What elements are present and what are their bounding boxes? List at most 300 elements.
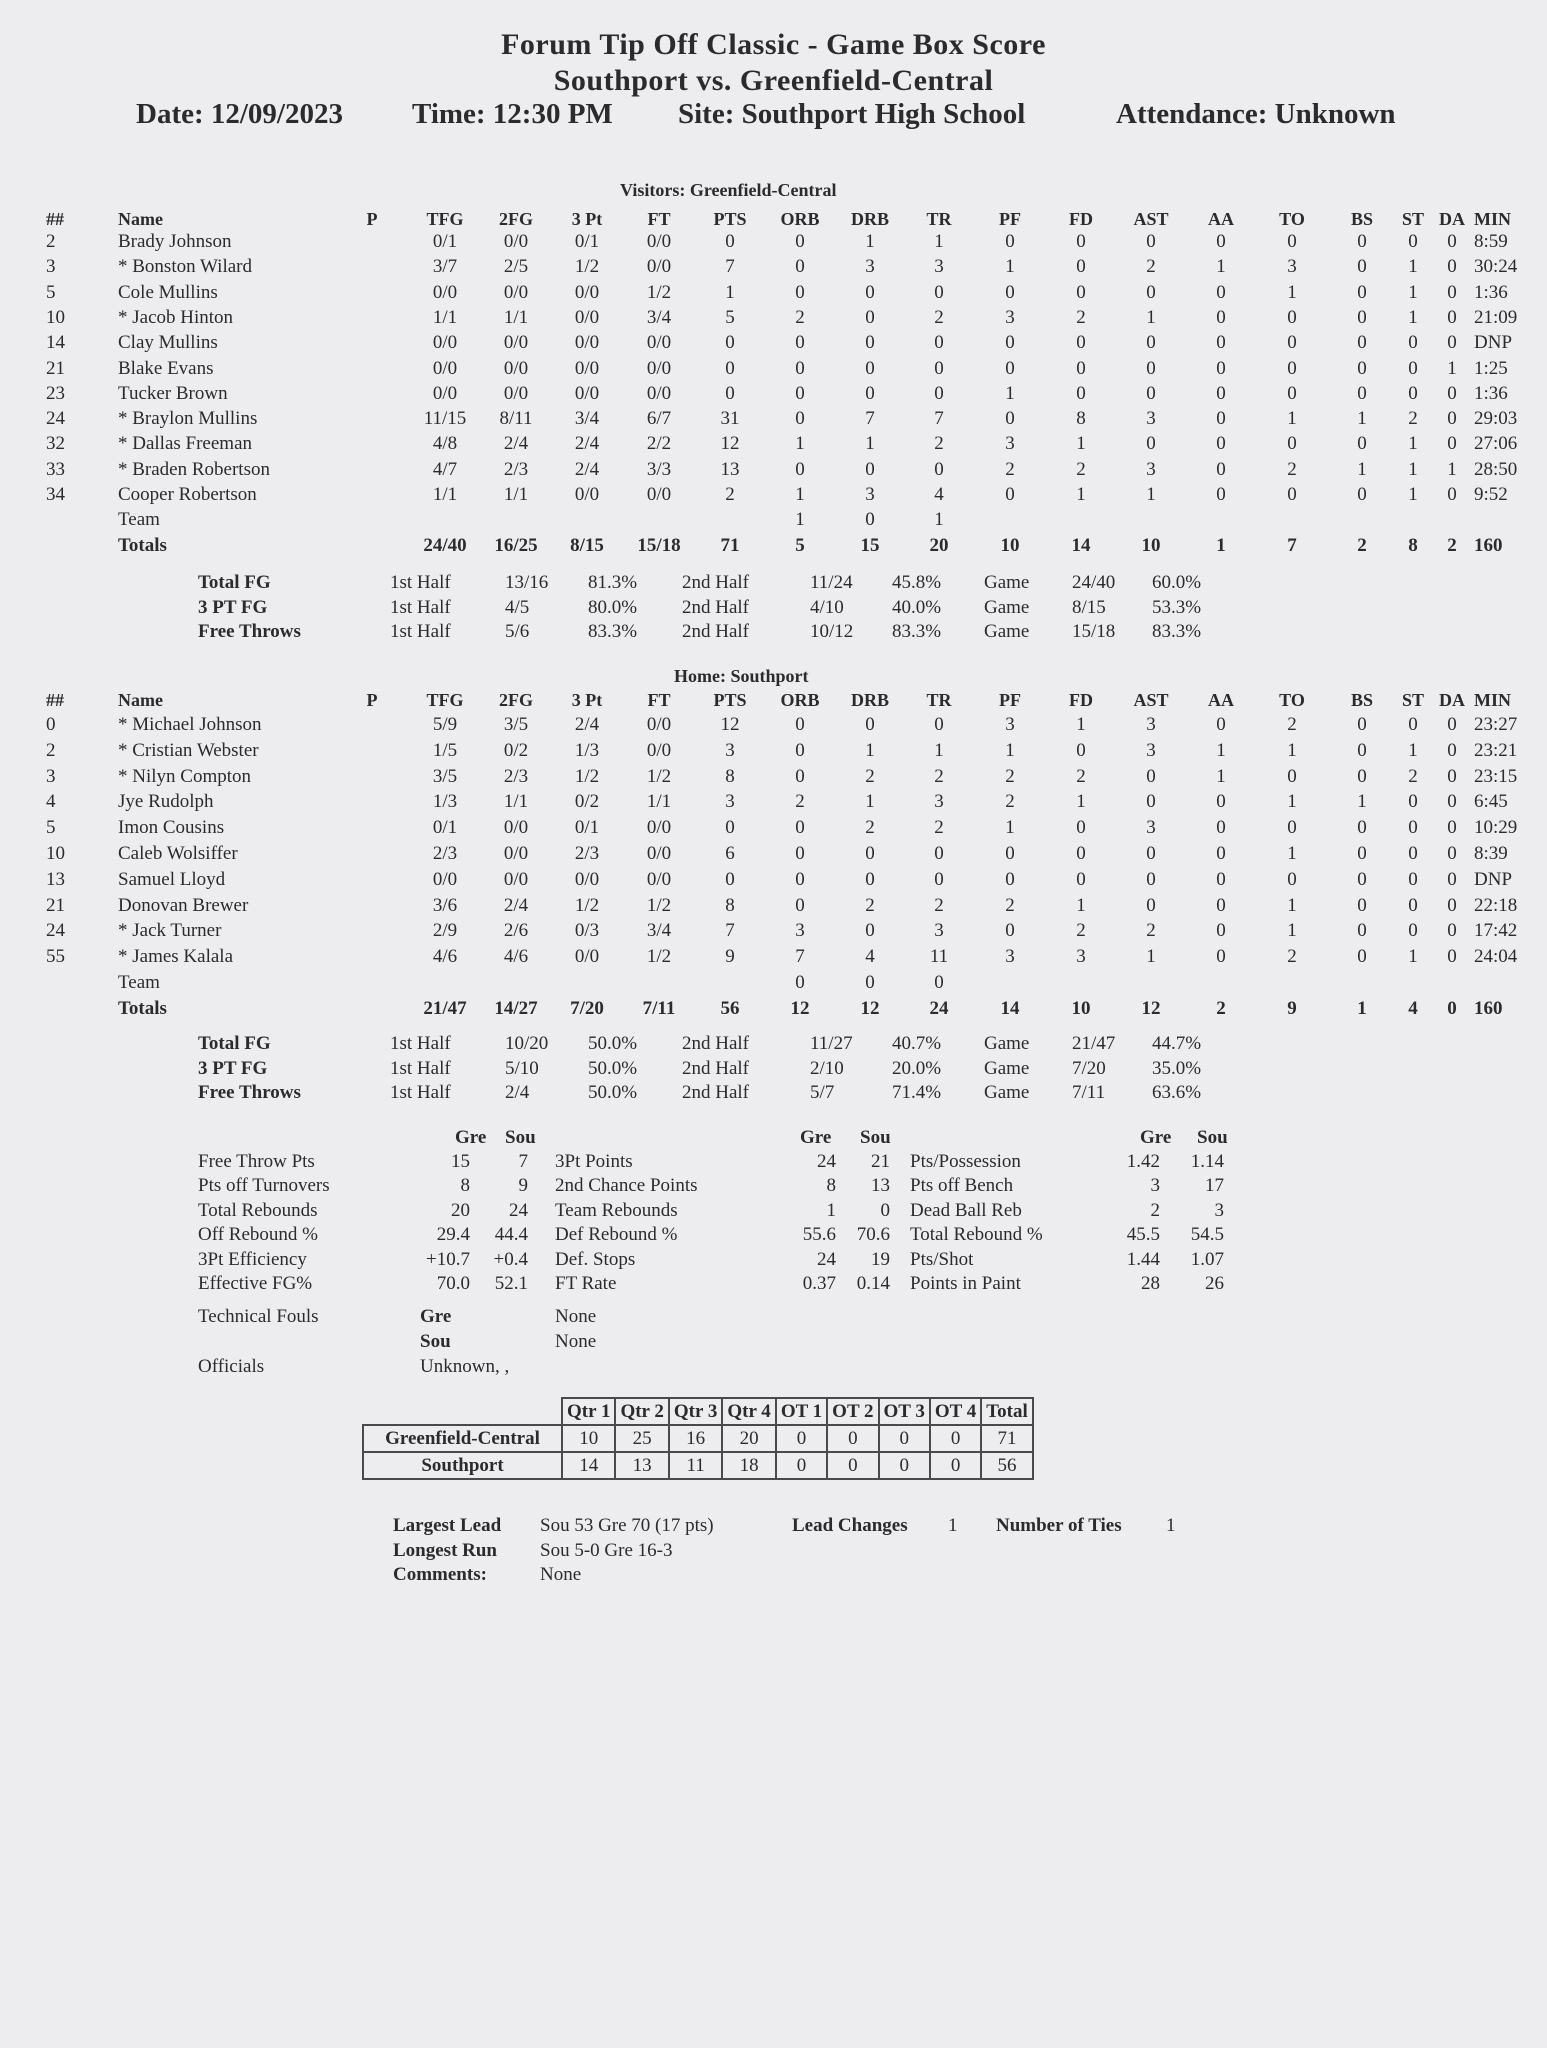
cell-three-pt: 0/0 <box>574 484 600 505</box>
cell-jersey-number: 10 <box>46 306 65 328</box>
cell-ast: 1 <box>1146 484 1156 505</box>
shooting-second-half-made: 11/24 <box>810 572 853 593</box>
cell-aa: 1 <box>1216 765 1226 787</box>
player-row <box>0 894 1547 918</box>
shooting-row <box>0 1057 1547 1081</box>
cell-player-name: * Bonston Wilard <box>118 256 252 278</box>
cell-drb: 1 <box>865 231 875 252</box>
cell-st: 4 <box>1408 997 1418 1019</box>
cell-to: 1 <box>1287 843 1297 864</box>
shooting-first-half-made: 10/20 <box>505 1033 549 1054</box>
cell-tr: 2 <box>934 306 944 328</box>
cell-ast: 0 <box>1146 433 1156 455</box>
cell-st: 0 <box>1408 817 1418 839</box>
cell-pts: 56 <box>720 997 740 1019</box>
stat-value-gre: 8 <box>826 1175 836 1197</box>
cell-tfg: 3/5 <box>432 765 458 787</box>
cell-player-name: * Jacob Hinton <box>118 306 234 328</box>
cell-min: 1:25 <box>1474 357 1508 379</box>
cell-three-pt: 2/4 <box>574 458 600 480</box>
cell-fd: 0 <box>1076 868 1086 890</box>
quarter-total: 71 <box>981 1425 1033 1452</box>
cell-st: 0 <box>1408 894 1418 916</box>
shooting-second-half-label: 2nd Half <box>682 1057 750 1079</box>
cell-da: 0 <box>1447 484 1457 505</box>
cell-three-pt: 7/20 <box>570 997 604 1019</box>
cell-ast: 1 <box>1146 946 1156 968</box>
cell-pf: 0 <box>1005 868 1015 890</box>
cell-pf: 0 <box>1005 843 1015 864</box>
cell-tr: 2 <box>934 433 944 455</box>
cell-tfg: 0/0 <box>432 357 458 379</box>
quarter-header: Qtr 2 <box>615 1398 668 1425</box>
cell-aa: 0 <box>1216 946 1226 968</box>
stat-value-gre: 15 <box>451 1151 470 1172</box>
cell-ft: 6/7 <box>646 408 672 430</box>
cell-jersey-number: 3 <box>46 765 56 787</box>
cell-orb: 0 <box>795 739 805 761</box>
cell-da: 1 <box>1447 357 1457 379</box>
tech-value-sou: None <box>555 1331 597 1352</box>
cell-player-name: Totals <box>118 997 167 1019</box>
cell-three-pt: 0/3 <box>574 920 600 942</box>
player-row <box>0 432 1547 456</box>
cell-two-fg: 2/4 <box>503 894 529 916</box>
cell-ast: 3 <box>1146 739 1156 761</box>
cell-pts: 0 <box>725 868 735 890</box>
stat-value-gre: 1 <box>826 1199 836 1221</box>
cell-ft: 0/0 <box>646 256 672 278</box>
cell-bs: 1 <box>1357 791 1367 813</box>
col-header-two-fg: 2FG <box>499 209 533 229</box>
player-row <box>0 739 1547 763</box>
cell-orb: 3 <box>795 920 805 942</box>
cell-drb: 0 <box>865 868 875 890</box>
cell-min: 10:29 <box>1474 817 1518 839</box>
shooting-second-half-pct: 71.4% <box>892 1082 942 1103</box>
cell-three-pt: 0/0 <box>574 868 600 890</box>
cell-to: 0 <box>1287 231 1297 252</box>
cell-two-fg: 0/0 <box>503 332 529 354</box>
player-row <box>0 230 1547 254</box>
player-row <box>0 919 1547 943</box>
cell-jersey-number: 23 <box>46 382 65 404</box>
shooting-game-label: Game <box>984 621 1030 642</box>
cell-pf: 3 <box>1005 714 1015 735</box>
col-header-to: TO <box>1279 690 1305 710</box>
cell-fd: 2 <box>1076 306 1086 328</box>
cell-orb: 0 <box>795 231 805 252</box>
cell-player-name: Clay Mullins <box>118 332 218 354</box>
comments-value: None <box>540 1564 582 1585</box>
cell-pts: 7 <box>725 920 735 942</box>
stat-value-sou: 52.1 <box>494 1273 528 1294</box>
cell-two-fg: 16/25 <box>494 534 538 556</box>
cell-bs: 0 <box>1357 433 1367 455</box>
cell-ft: 3/4 <box>646 920 672 942</box>
cell-drb: 12 <box>860 997 880 1019</box>
shooting-second-half-pct: 40.7% <box>892 1033 942 1054</box>
cell-two-fg: 2/3 <box>503 458 529 480</box>
shooting-second-half-label: 2nd Half <box>682 1033 750 1054</box>
player-row <box>0 816 1547 840</box>
player-row <box>0 382 1547 406</box>
quarter-score-table <box>362 1397 1034 1480</box>
col-header-min: MIN <box>1474 209 1511 229</box>
cell-pts: 31 <box>720 408 740 430</box>
cell-st: 1 <box>1408 433 1418 455</box>
cell-two-fg: 2/5 <box>503 256 529 278</box>
quarter-score: 18 <box>722 1452 775 1479</box>
cell-fd: 1 <box>1076 433 1086 455</box>
col-header-jersey-number: ## <box>46 209 64 229</box>
cell-pts: 8 <box>725 894 735 916</box>
cell-st: 1 <box>1408 946 1418 968</box>
stat-value-gre: 24 <box>817 1248 836 1270</box>
shooting-first-half-made: 4/5 <box>505 596 530 618</box>
cell-min: 23:27 <box>1474 714 1518 735</box>
cell-to: 1 <box>1287 281 1297 303</box>
stats-header-gre: Gre <box>800 1127 832 1148</box>
cell-fd: 14 <box>1071 534 1091 556</box>
cell-jersey-number: 24 <box>46 920 65 942</box>
cell-da: 0 <box>1447 946 1457 968</box>
stat-value-gre: +10.7 <box>426 1248 470 1270</box>
quarter-score: 0 <box>930 1425 981 1452</box>
player-row <box>0 765 1547 789</box>
cell-ft: 0/0 <box>646 817 672 839</box>
cell-three-pt: 1/3 <box>574 739 600 761</box>
cell-fd: 0 <box>1076 382 1086 404</box>
cell-pts: 1 <box>725 281 735 303</box>
cell-min: 8:39 <box>1474 843 1508 864</box>
shooting-first-half-pct: 50.0% <box>588 1057 638 1079</box>
header-row <box>0 207 1547 231</box>
stat-value-gre: 8 <box>460 1175 470 1197</box>
cell-min: 17:42 <box>1474 920 1518 942</box>
cell-fd: 2 <box>1076 920 1086 942</box>
cell-orb: 0 <box>795 357 805 379</box>
cell-ast: 2 <box>1146 256 1156 278</box>
cell-aa: 0 <box>1216 714 1226 735</box>
cell-to: 1 <box>1287 920 1297 942</box>
cell-two-fg: 0/0 <box>503 817 529 839</box>
comments-label: Comments: <box>393 1564 487 1585</box>
cell-min: 22:18 <box>1474 894 1518 916</box>
stat-value-sou: 17 <box>1205 1175 1224 1197</box>
cell-pts: 13 <box>720 458 740 480</box>
quarter-header: OT 1 <box>776 1398 827 1425</box>
cell-two-fg: 1/1 <box>503 484 529 505</box>
cell-player-name: * Cristian Webster <box>118 739 259 761</box>
cell-bs: 0 <box>1357 306 1367 328</box>
cell-min: 28:50 <box>1474 458 1518 480</box>
player-row <box>0 790 1547 814</box>
cell-st: 0 <box>1408 357 1418 379</box>
cell-player-name: Jye Rudolph <box>118 791 214 813</box>
col-header-da: DA <box>1439 209 1465 229</box>
cell-pts: 0 <box>725 231 735 252</box>
shooting-game-made: 7/20 <box>1072 1057 1106 1079</box>
shooting-row <box>0 620 1547 644</box>
cell-st: 1 <box>1408 281 1418 303</box>
shooting-first-half-made: 13/16 <box>505 572 549 593</box>
cell-tfg: 3/7 <box>432 256 458 278</box>
cell-pf: 10 <box>1000 534 1020 556</box>
cell-tr: 0 <box>934 357 944 379</box>
shooting-second-half-made: 10/12 <box>810 621 854 642</box>
cell-player-name: * James Kalala <box>118 946 234 968</box>
stat-label: Def Rebound % <box>555 1224 678 1246</box>
cell-tr: 3 <box>934 256 944 278</box>
stat-value-sou: 9 <box>518 1175 528 1197</box>
cell-player-name: Donovan Brewer <box>118 894 249 916</box>
shooting-game-pct: 53.3% <box>1152 596 1202 618</box>
cell-pts: 71 <box>720 534 740 556</box>
cell-st: 1 <box>1408 739 1418 761</box>
cell-player-name: * Braden Robertson <box>118 458 270 480</box>
cell-bs: 0 <box>1357 332 1367 354</box>
cell-bs: 0 <box>1357 843 1367 864</box>
col-header-ast: AST <box>1133 690 1169 710</box>
col-header-fd: FD <box>1069 209 1093 229</box>
shooting-game-made: 24/40 <box>1072 572 1116 593</box>
stat-value-sou: 21 <box>871 1151 890 1172</box>
cell-player-name: Team <box>118 972 160 993</box>
cell-da: 0 <box>1447 433 1457 455</box>
cell-ft: 0/0 <box>646 739 672 761</box>
stat-value-gre: 28 <box>1141 1273 1160 1294</box>
cell-jersey-number: 32 <box>46 433 65 455</box>
cell-three-pt: 1/2 <box>574 894 600 916</box>
col-header-tr: TR <box>926 209 952 229</box>
cell-drb: 0 <box>865 357 875 379</box>
stat-label: Total Rebounds <box>198 1199 318 1221</box>
cell-aa: 2 <box>1216 997 1226 1019</box>
cell-min: 1:36 <box>1474 382 1508 404</box>
stat-label: Team Rebounds <box>555 1199 678 1221</box>
shooting-first-half-pct: 50.0% <box>588 1033 638 1054</box>
cell-pts: 0 <box>725 382 735 404</box>
cell-jersey-number: 21 <box>46 357 65 379</box>
shooting-first-half-made: 5/10 <box>505 1057 539 1079</box>
cell-aa: 1 <box>1216 256 1226 278</box>
cell-st: 1 <box>1408 458 1418 480</box>
player-row <box>0 407 1547 431</box>
cell-orb: 7 <box>795 946 805 968</box>
stat-value-sou: +0.4 <box>493 1248 528 1270</box>
stats-header-gre: Gre <box>1140 1127 1172 1148</box>
quarter-header-row <box>363 1398 1033 1425</box>
cell-tfg: 21/47 <box>423 997 467 1019</box>
stat-value-sou: 19 <box>871 1248 890 1270</box>
cell-player-name: * Michael Johnson <box>118 714 262 735</box>
cell-player-name: Totals <box>118 534 167 556</box>
stat-value-sou: 1.14 <box>1190 1151 1224 1172</box>
cell-to: 1 <box>1287 894 1297 916</box>
cell-st: 0 <box>1408 382 1418 404</box>
cell-tr: 2 <box>934 894 944 916</box>
cell-min: 24:04 <box>1474 946 1518 968</box>
cell-jersey-number: 2 <box>46 739 56 761</box>
stat-value-gre: 70.0 <box>436 1273 470 1294</box>
cell-to: 0 <box>1287 484 1297 505</box>
cell-three-pt: 1/2 <box>574 765 600 787</box>
cell-st: 0 <box>1408 843 1418 864</box>
cell-st: 8 <box>1408 534 1418 556</box>
cell-jersey-number: 3 <box>46 256 56 278</box>
cell-drb: 15 <box>860 534 880 556</box>
cell-pts: 9 <box>725 946 735 968</box>
cell-player-name: Samuel Lloyd <box>118 868 226 890</box>
col-header-pf: PF <box>999 690 1021 710</box>
cell-fd: 0 <box>1076 817 1086 839</box>
cell-jersey-number: 0 <box>46 714 56 735</box>
cell-drb: 0 <box>865 843 875 864</box>
quarter-score: 10 <box>562 1425 615 1452</box>
cell-pts: 5 <box>725 306 735 328</box>
shooting-shot-type: 3 PT FG <box>198 1057 268 1079</box>
cell-orb: 0 <box>795 256 805 278</box>
cell-player-name: Cooper Robertson <box>118 484 257 505</box>
stat-value-gre: 20 <box>451 1199 470 1221</box>
cell-fd: 0 <box>1076 739 1086 761</box>
cell-ast: 0 <box>1146 868 1156 890</box>
cell-player-name: Team <box>118 509 160 531</box>
shooting-first-half-pct: 80.0% <box>588 596 638 618</box>
stat-value-sou: 13 <box>871 1175 890 1197</box>
cell-tfg: 5/9 <box>432 714 458 735</box>
col-header-fd: FD <box>1069 690 1093 710</box>
cell-to: 0 <box>1287 382 1297 404</box>
cell-jersey-number: 13 <box>46 868 65 890</box>
col-header-min: MIN <box>1474 690 1511 710</box>
stat-value-sou: 54.5 <box>1190 1224 1224 1246</box>
cell-jersey-number: 33 <box>46 458 65 480</box>
cell-bs: 1 <box>1357 408 1367 430</box>
cell-bs: 0 <box>1357 765 1367 787</box>
player-row <box>0 331 1547 355</box>
cell-fd: 0 <box>1076 281 1086 303</box>
cell-jersey-number: 2 <box>46 231 56 252</box>
player-row <box>0 357 1547 381</box>
cell-three-pt: 8/15 <box>570 534 604 556</box>
tech-team-sou: Sou <box>420 1331 451 1352</box>
cell-fd: 2 <box>1076 458 1086 480</box>
cell-jersey-number: 21 <box>46 894 65 916</box>
cell-tfg: 1/3 <box>432 791 458 813</box>
cell-pts: 0 <box>725 332 735 354</box>
cell-pf: 1 <box>1005 382 1015 404</box>
totals-row <box>0 997 1547 1021</box>
lead-changes-value: 1 <box>948 1515 958 1536</box>
player-row <box>0 868 1547 892</box>
quarter-score: 20 <box>722 1425 775 1452</box>
stat-label: Pts off Bench <box>910 1175 1014 1197</box>
quarter-header: OT 4 <box>930 1398 981 1425</box>
cell-tr: 3 <box>934 920 944 942</box>
cell-min: DNP <box>1474 868 1513 890</box>
cell-drb: 0 <box>865 306 875 328</box>
team-row <box>0 508 1547 532</box>
cell-three-pt: 0/0 <box>574 946 600 968</box>
home-label: Home: Southport <box>674 666 809 686</box>
cell-tr: 11 <box>929 946 949 968</box>
shooting-game-made: 21/47 <box>1072 1033 1116 1054</box>
cell-min: 23:21 <box>1474 739 1518 761</box>
cell-drb: 2 <box>865 894 875 916</box>
cell-three-pt: 0/0 <box>574 382 600 404</box>
cell-drb: 2 <box>865 765 875 787</box>
shooting-shot-type: Total FG <box>198 1033 271 1054</box>
cell-drb: 1 <box>865 791 875 813</box>
cell-to: 2 <box>1287 714 1297 735</box>
cell-ast: 0 <box>1146 382 1156 404</box>
shooting-second-half-made: 11/27 <box>810 1033 853 1054</box>
col-header-position: P <box>366 209 378 229</box>
cell-min: 21:09 <box>1474 306 1518 328</box>
cell-two-fg: 0/0 <box>503 281 529 303</box>
cell-two-fg: 2/3 <box>503 765 529 787</box>
cell-ast: 3 <box>1146 458 1156 480</box>
cell-da: 0 <box>1447 332 1457 354</box>
cell-tr: 0 <box>934 458 944 480</box>
cell-three-pt: 0/0 <box>574 306 600 328</box>
cell-three-pt: 2/4 <box>574 714 600 735</box>
shooting-row <box>0 1081 1547 1105</box>
cell-jersey-number: 10 <box>46 843 65 864</box>
col-header-three-pt: 3 Pt <box>571 690 603 710</box>
cell-pts: 6 <box>725 843 735 864</box>
cell-tfg: 4/6 <box>432 946 458 968</box>
cell-pf: 0 <box>1005 281 1015 303</box>
shooting-shot-type: Free Throws <box>198 621 301 642</box>
cell-bs: 1 <box>1357 997 1367 1019</box>
shooting-second-half-label: 2nd Half <box>682 621 750 642</box>
col-header-position: P <box>366 690 378 710</box>
cell-ast: 0 <box>1146 281 1156 303</box>
lead-changes-label: Lead Changes <box>792 1515 908 1536</box>
cell-aa: 0 <box>1216 791 1226 813</box>
stat-label: FT Rate <box>555 1273 617 1294</box>
cell-three-pt: 0/2 <box>574 791 600 813</box>
cell-aa: 0 <box>1216 920 1226 942</box>
cell-st: 0 <box>1408 791 1418 813</box>
game-site: Site: Southport High School <box>678 98 1026 130</box>
largest-lead-value: Sou 53 Gre 70 (17 pts) <box>540 1515 714 1536</box>
cell-bs: 0 <box>1357 484 1367 505</box>
cell-tr: 0 <box>934 714 944 735</box>
cell-ft: 1/2 <box>646 765 672 787</box>
cell-da: 0 <box>1447 739 1457 761</box>
cell-da: 0 <box>1447 714 1457 735</box>
game-date: Date: 12/09/2023 <box>136 98 343 130</box>
quarter-score: 0 <box>776 1452 827 1479</box>
player-row <box>0 483 1547 507</box>
officials-label: Officials <box>198 1356 265 1377</box>
cell-player-name: * Braylon Mullins <box>118 408 258 430</box>
cell-min: 30:24 <box>1474 256 1518 278</box>
cell-tr: 2 <box>934 817 944 839</box>
cell-ft: 0/0 <box>646 843 672 864</box>
cell-player-name: * Nilyn Compton <box>118 765 252 787</box>
technical-fouls-label: Technical Fouls <box>198 1306 319 1327</box>
col-header-orb: ORB <box>780 209 820 229</box>
header-row <box>0 688 1547 712</box>
quarter-header: Qtr 4 <box>722 1398 775 1425</box>
cell-to: 1 <box>1287 739 1297 761</box>
cell-da: 0 <box>1447 894 1457 916</box>
